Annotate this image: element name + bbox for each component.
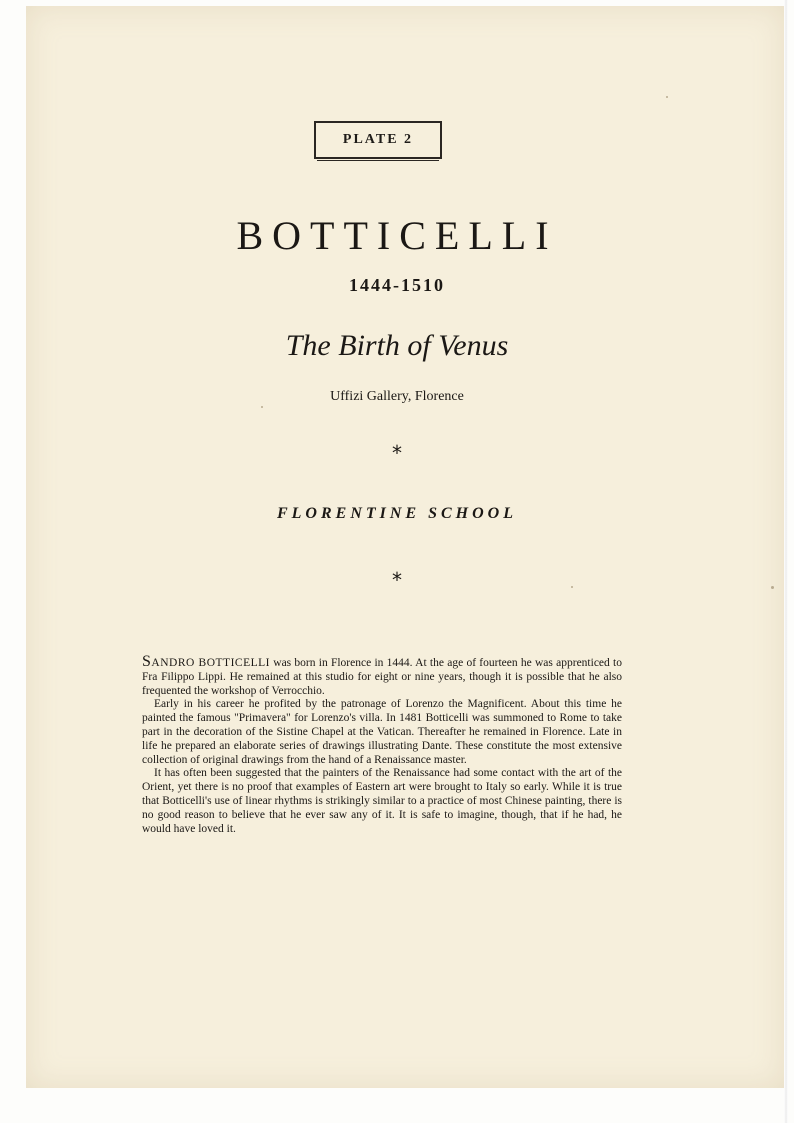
paper-sheet xyxy=(26,6,785,1088)
lead-initial: S xyxy=(142,653,152,670)
paper-speck xyxy=(261,406,263,408)
plate-label: PLATE 2 xyxy=(342,132,414,147)
school-name: FLORENTINE SCHOOL xyxy=(276,505,518,522)
page-edge xyxy=(784,0,788,1123)
biography-text xyxy=(142,655,622,836)
biography-paragraph: Early in his career he profited by the patronage of Lorenzo the Magnificent. About this time he painted the famous "Primavera" for Lorenzo's villa. In 1481 Botticelli was summoned to Rome to take part in the decoration of the Sistine Chapel at the Vatican. Thereafter he remained in Florence. Late in life he prepared an elaborate series of drawings illustrating Dante. These constitute the most extensive collection of original drawings from the hand of a Renaissance master. xyxy=(142,698,622,766)
painting-title: The Birth of Venus xyxy=(285,329,509,362)
lead-name-rest: ANDRO BOTTICELLI xyxy=(151,657,270,669)
lead-name xyxy=(142,653,270,670)
asterisk-divider: * xyxy=(392,441,402,465)
painting-location: Uffizi Gallery, Florence xyxy=(330,389,464,404)
paper-speck xyxy=(666,96,668,98)
plate-label-box xyxy=(314,121,442,159)
biography-paragraph: It has often been suggested that the painters of the Renaissance had some contact with the art of the Orient, yet there is no proof that examples of Eastern art were brought to Italy so early. While it is true that Botticelli's use of linear rhythms is strikingly similar to a practice of most Chinese painting, there is no good reason to believe that he ever saw any of it. It is safe to imagine, though, that if he had, he would have loved it. xyxy=(142,767,622,835)
artist-dates: 1444-1510 xyxy=(349,275,445,295)
artist-name: BOTTICELLI xyxy=(236,213,558,258)
biography-paragraph xyxy=(142,655,622,698)
paragraph-1-text: was born in Florence in 1444. At the age of fourteen he was apprenticed to Fra Filippo Lippi. He remained at this studio for eight or nine years, though it is possible that he also frequented the workshop of Verrocchio. xyxy=(142,657,622,697)
asterisk-divider: * xyxy=(392,568,402,592)
